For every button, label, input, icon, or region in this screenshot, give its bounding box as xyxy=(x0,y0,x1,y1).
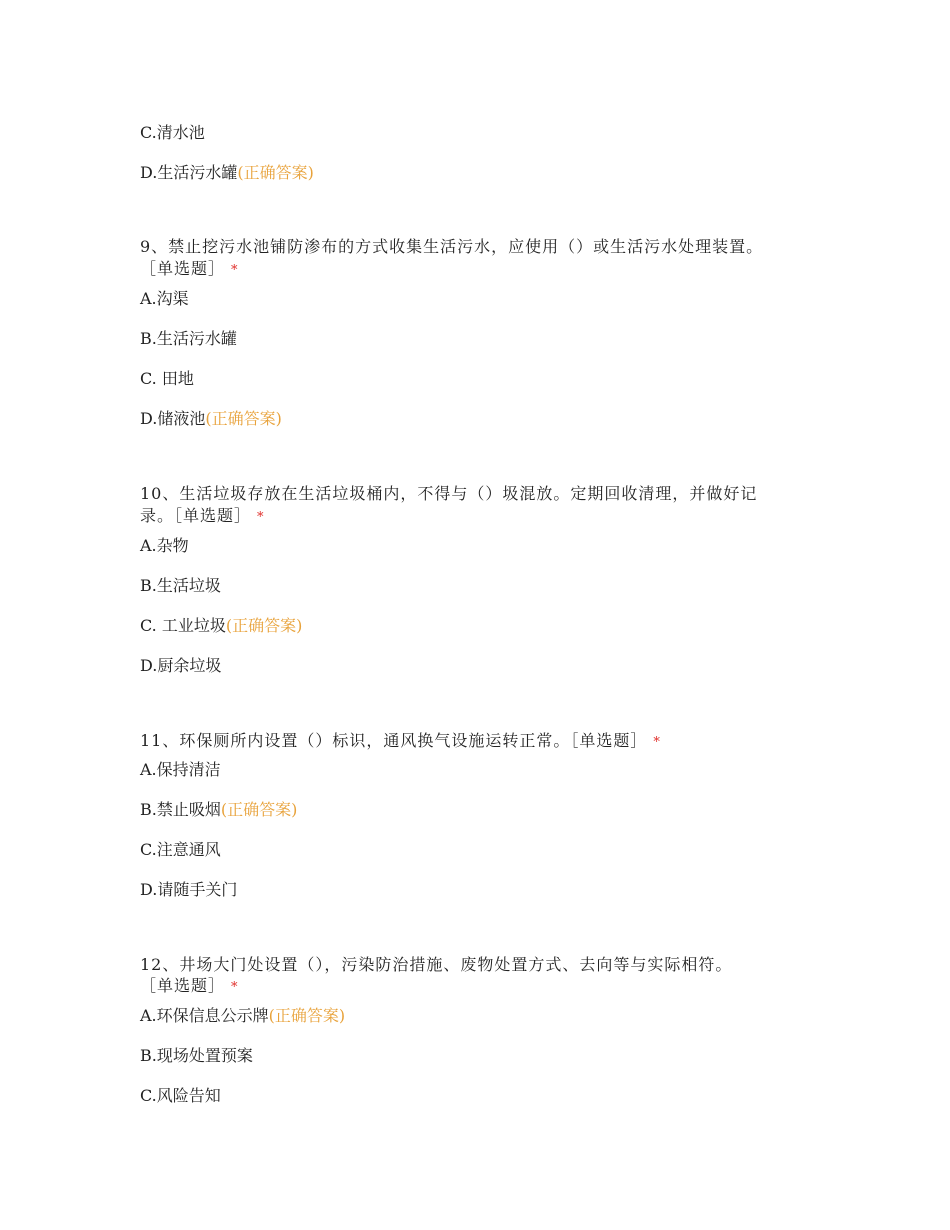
option-a xyxy=(140,288,189,310)
option-text: C.清水池 xyxy=(140,123,205,142)
question-text: 11、环保厕所内设置（）标识，通风换气设施运转正常。［单选题］ xyxy=(140,731,648,750)
option-c xyxy=(140,368,194,390)
question-12-type xyxy=(140,975,239,999)
option-c xyxy=(140,839,221,861)
required-asterisk: * xyxy=(653,735,661,750)
correct-answer-tag: (正确答案) xyxy=(205,409,282,428)
question-10-title xyxy=(140,483,757,505)
option-c xyxy=(140,1085,221,1107)
question-text: 12、井场大门处设置（），污染防治措施、废物处置方式、去向等与实际相符。 xyxy=(140,955,733,974)
option-text: C. 工业垃圾 xyxy=(140,616,226,635)
option-a xyxy=(140,535,189,557)
question-11-title xyxy=(140,730,661,754)
question-type-label: ［单选题］ xyxy=(140,976,226,995)
option-text: D.生活污水罐 xyxy=(140,163,238,182)
option-text: B.禁止吸烟 xyxy=(140,800,221,819)
option-text: B.生活垃圾 xyxy=(140,576,221,595)
question-12-title xyxy=(140,954,732,976)
question-10-type xyxy=(140,505,265,529)
option-text: B.生活污水罐 xyxy=(140,329,237,348)
question-type-label: ［单选题］ xyxy=(140,259,226,278)
option-b xyxy=(140,1045,253,1067)
option-a xyxy=(140,1005,345,1027)
option-text: A.杂物 xyxy=(140,536,189,555)
option-b xyxy=(140,575,221,597)
question-9-title xyxy=(140,236,763,258)
option-text: A.沟渠 xyxy=(140,289,189,308)
correct-answer-tag: (正确答案) xyxy=(220,800,298,819)
required-asterisk: * xyxy=(231,263,239,278)
option-text: D.储液池 xyxy=(140,409,206,428)
correct-answer-tag: (正确答案) xyxy=(225,616,303,635)
required-asterisk: * xyxy=(231,980,239,995)
correct-answer-tag: (正确答案) xyxy=(268,1006,346,1025)
option-text: A.环保信息公示牌 xyxy=(140,1006,269,1025)
option-text: B.现场处置预案 xyxy=(140,1046,253,1065)
option-text: C.注意通风 xyxy=(140,840,221,859)
option-text: C. 田地 xyxy=(140,369,194,388)
option-text: D.厨余垃圾 xyxy=(140,656,222,675)
question-text: 录。［单选题］ xyxy=(140,506,252,525)
option-text: D.请随手关门 xyxy=(140,880,238,899)
option-text: C.风险告知 xyxy=(140,1086,221,1105)
option-c xyxy=(140,122,205,144)
question-text: 10、生活垃圾存放在生活垃圾桶内，不得与（）圾混放。定期回收清理，并做好记 xyxy=(140,484,758,503)
required-asterisk: * xyxy=(257,510,265,525)
option-a xyxy=(140,759,221,781)
option-d xyxy=(140,655,221,677)
question-text: 9、禁止挖污水池铺防渗布的方式收集生活污水，应使用（）或生活污水处理装置。 xyxy=(140,237,764,256)
option-d xyxy=(140,408,282,430)
option-b xyxy=(140,799,297,821)
option-b xyxy=(140,328,237,350)
option-c xyxy=(140,615,302,637)
option-d xyxy=(140,162,314,184)
question-9-type xyxy=(140,258,239,282)
option-d xyxy=(140,879,237,901)
option-text: A.保持清洁 xyxy=(140,760,221,779)
correct-answer-tag: (正确答案) xyxy=(237,163,314,182)
